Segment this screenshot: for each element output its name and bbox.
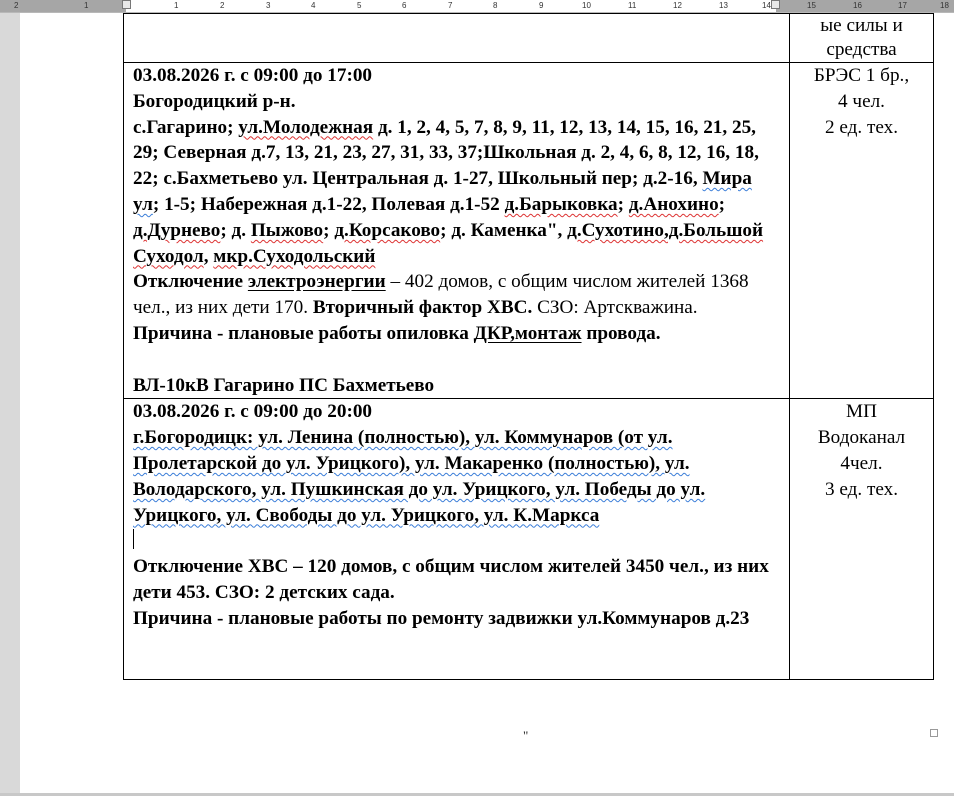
district: Богородицкий р-н. [133, 90, 296, 112]
crew-people: 4чел. [840, 452, 883, 474]
ruler-tick: 1 [174, 1, 179, 10]
table-cell[interactable] [124, 14, 790, 63]
crew-people: 4 чел. [838, 90, 885, 112]
crew-equipment: 3 ед. тех. [824, 478, 899, 500]
ruler-tick: 10 [582, 1, 591, 10]
outage-text: Отключение [133, 271, 248, 293]
outage-text: Вторичный фактор ХВС. [312, 297, 533, 319]
crew-equipment: 2 ед. тех. [824, 116, 899, 138]
outage-date: 03.08.2026 г. с 09:00 до 20:00 [133, 401, 373, 423]
ruler-tick: 6 [402, 1, 407, 10]
spellcheck-word: мкр.Суходольский [213, 245, 376, 267]
table-resize-handle[interactable] [930, 729, 938, 737]
outage-text: – 402 домов, с общим числом жителей 1368 чел., из них дети 170. [133, 271, 749, 319]
spellcheck-word: д.Корсаково [334, 219, 441, 241]
horizontal-ruler[interactable] [0, 0, 954, 13]
ruler-tick: 15 [807, 1, 816, 10]
ruler-tick: 2 [14, 1, 19, 10]
ruler-tick: 1 [84, 1, 89, 10]
ruler-tick: 13 [719, 1, 728, 10]
table-row [124, 14, 934, 63]
ruler-tick: 5 [357, 1, 362, 10]
table-cell[interactable] [124, 63, 790, 399]
spellcheck-word: д.Барыковка [504, 193, 618, 215]
ruler-tick: 11 [628, 1, 637, 10]
spellcheck-word: д.Сухотино,д.Большой Суходол [133, 219, 764, 267]
outage-date: 03.08.2026 г. с 09:00 до 17:00 [133, 65, 373, 86]
outage-reason [133, 321, 781, 347]
ruler-tick: 7 [448, 1, 453, 10]
outage-reason: Причина - плановые работы по ремонту задвижки ул.Коммунаров д.23 [133, 607, 750, 629]
ruler-tick: 17 [898, 1, 907, 10]
ruler-tick: 4 [311, 1, 316, 10]
address-text: с.Гагарино; [133, 116, 239, 138]
address-text: д. 1, 2, 4, 5, 7, 8, 9, 11, 12, 13, 14, 15, 16, 21, 25, 29; Северная д.7, 13, 21, 23, 27, 31, 33, 37;Школьная д. 2, 4, 6, 8, 12, 16, 18, 22; с.Бахметьево ул. Центральная д. 1-27, Школьный пер; д.2-16, [133, 116, 759, 190]
side-text: ые силы и средства [820, 15, 903, 60]
crew-name: МП [846, 401, 877, 423]
table-cell[interactable] [790, 399, 934, 680]
address-text: ; д. Каменка", [440, 219, 568, 241]
text-cursor [133, 529, 134, 549]
address-text: ; [617, 193, 629, 215]
crew-org: Водоканал [817, 427, 906, 449]
address-text: ; [718, 193, 726, 215]
crew-name: БРЭС 1 бр., [813, 65, 910, 86]
ruler-tick: 18 [940, 1, 949, 10]
grammar-check-word: Мира ул [133, 168, 752, 215]
spellcheck-word: д.Дурнево [133, 219, 221, 241]
address-list [133, 115, 781, 270]
spellcheck-word: Пыжово [250, 219, 324, 241]
table-cell[interactable] [790, 14, 934, 63]
address-list: г.Богородицк: ул. Ленина (полностью), ул. Коммунаров (от ул. Пролетарской до ул. Урицкого), ул. Макаренко (полностью), ул. Володарского, ул. Пушкинская до ул. Урицкого, ул. Победы до ул. Урицкого, ул. Свободы до ул. Урицкого, ул. К.Маркса [133, 427, 706, 526]
ruler-right-margin [776, 0, 954, 12]
outage-info [133, 269, 781, 321]
left-indent-marker[interactable] [122, 0, 131, 9]
text-cursor-line[interactable] [133, 528, 781, 554]
spellcheck-word: ДКР,монтаж [473, 322, 582, 344]
ruler-tick: 14 [762, 1, 771, 10]
empty-line [133, 347, 781, 373]
table-cell[interactable] [790, 63, 934, 399]
right-indent-marker[interactable] [771, 0, 780, 9]
ruler-tick: 3 [266, 1, 271, 10]
ruler-tick: 12 [673, 1, 682, 10]
table-row [124, 63, 934, 399]
reason-text: Причина - плановые работы опиловка [133, 322, 474, 344]
spellcheck-word: ул.Молодежная [238, 116, 374, 138]
reason-text: провода. [581, 322, 661, 344]
power-line: ВЛ-10кВ Гагарино ПС Бахметьево [133, 374, 435, 396]
address-text: ; д. [220, 219, 251, 241]
ruler-tick: 9 [539, 1, 544, 10]
ruler-tick: 16 [853, 1, 862, 10]
outage-info: Отключение ХВС – 120 домов, с общим числом жителей 3450 чел., из них дети 453. СЗО: 2 детских сада. [133, 556, 769, 603]
ruler-tick: 8 [493, 1, 498, 10]
address-text: ; [323, 219, 335, 241]
spellcheck-word: электроэнергии [247, 271, 386, 293]
spellcheck-word: д.Анохино [628, 193, 719, 215]
ruler-left-margin [0, 0, 126, 12]
ruler-tick: 2 [220, 1, 225, 10]
address-text: ; 1-5; Набережная д.1-22, Полевая д.1-52 [152, 193, 505, 215]
table-cell[interactable] [124, 399, 790, 680]
end-mark: " [523, 728, 529, 743]
table-row [124, 399, 934, 680]
address-text: , [203, 245, 214, 267]
outage-table [123, 13, 934, 680]
outage-text: СЗО: Артскважина. [532, 297, 698, 319]
